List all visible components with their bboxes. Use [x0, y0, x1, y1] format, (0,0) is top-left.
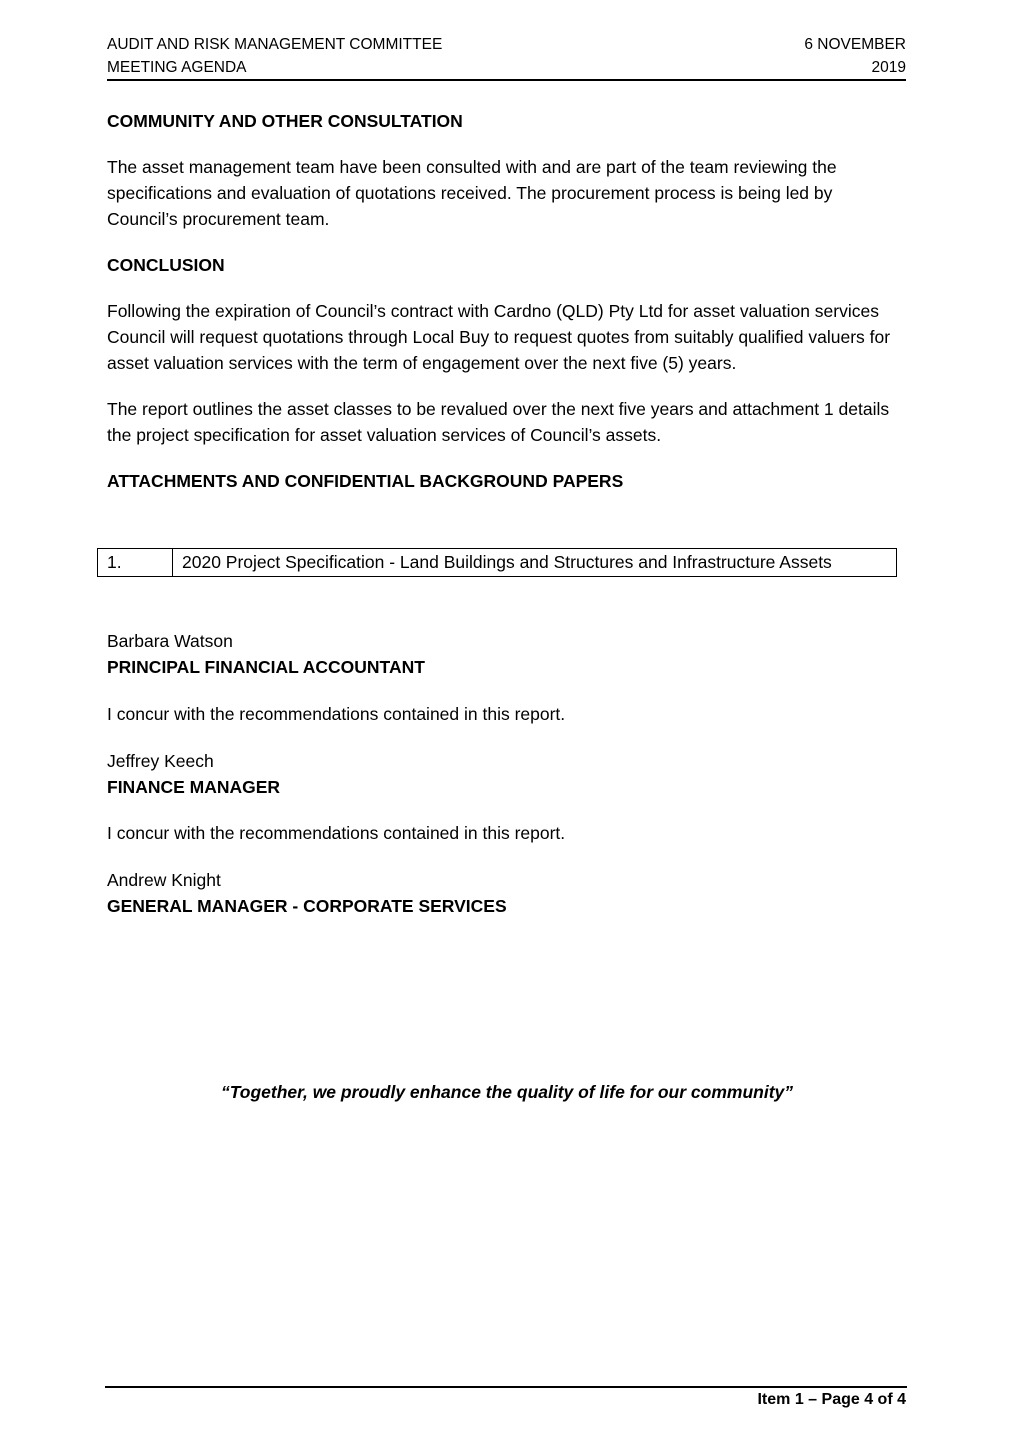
concur-statement: I concur with the recommendations contained in this report. — [107, 823, 566, 843]
signatory-title: GENERAL MANAGER - CORPORATE SERVICES — [107, 896, 507, 916]
attachment-number: 1. — [98, 549, 173, 577]
agenda-label: MEETING AGENDA — [107, 59, 247, 76]
header-date — [804, 33, 906, 79]
attachments-table — [97, 548, 897, 577]
conclusion-text-1: Following the expiration of Council’s contract with Cardno (QLD) Pty Ltd for asset valuation services Council will request quotations through Local Buy to request quotes from suitably qualified valuers for asset valuation services with the term of engagement over the next five (5) years. — [107, 301, 891, 373]
consultation-text: The asset management team have been consulted with and are part of the team reviewing the specifications and evaluation of quotations received. The procurement process is being led by Council’s procurement team. — [107, 157, 837, 229]
date-year: 2019 — [871, 59, 906, 76]
signatory-title: FINANCE MANAGER — [107, 777, 281, 797]
signatory-block — [107, 867, 907, 919]
consultation-heading: COMMUNITY AND OTHER CONSULTATION — [107, 111, 463, 131]
signatory-title: PRINCIPAL FINANCIAL ACCOUNTANT — [107, 657, 425, 677]
signatory-name: Andrew Knight — [107, 870, 221, 890]
signatory-block — [107, 628, 907, 680]
conclusion-text-2: The report outlines the asset classes to be revalued over the next five years and attachment 1 details the project specification for asset valuation services of Council’s assets. — [107, 399, 890, 445]
concur-statement: I concur with the recommendations contained in this report. — [107, 704, 566, 724]
attachment-title: 2020 Project Specification - Land Buildings and Structures and Infrastructure Assets — [173, 549, 897, 577]
signatory-name: Jeffrey Keech — [107, 751, 214, 771]
page-number: Item 1 – Page 4 of 4 — [757, 1391, 906, 1408]
date-day-month: 6 NOVEMBER — [804, 36, 906, 53]
header-divider — [107, 79, 906, 81]
footer-divider — [105, 1386, 907, 1388]
council-motto: “Together, we proudly enhance the quality of life for our community” — [220, 1082, 794, 1102]
conclusion-heading: CONCLUSION — [107, 255, 225, 275]
table-row — [98, 549, 897, 577]
report-body — [107, 108, 907, 494]
signatory-name: Barbara Watson — [107, 631, 233, 651]
committee-name: AUDIT AND RISK MANAGEMENT COMMITTEE — [107, 36, 443, 53]
attachments-heading: ATTACHMENTS AND CONFIDENTIAL BACKGROUND PAPERS — [107, 471, 624, 491]
signatory-block — [107, 748, 907, 800]
header-left — [107, 33, 442, 79]
